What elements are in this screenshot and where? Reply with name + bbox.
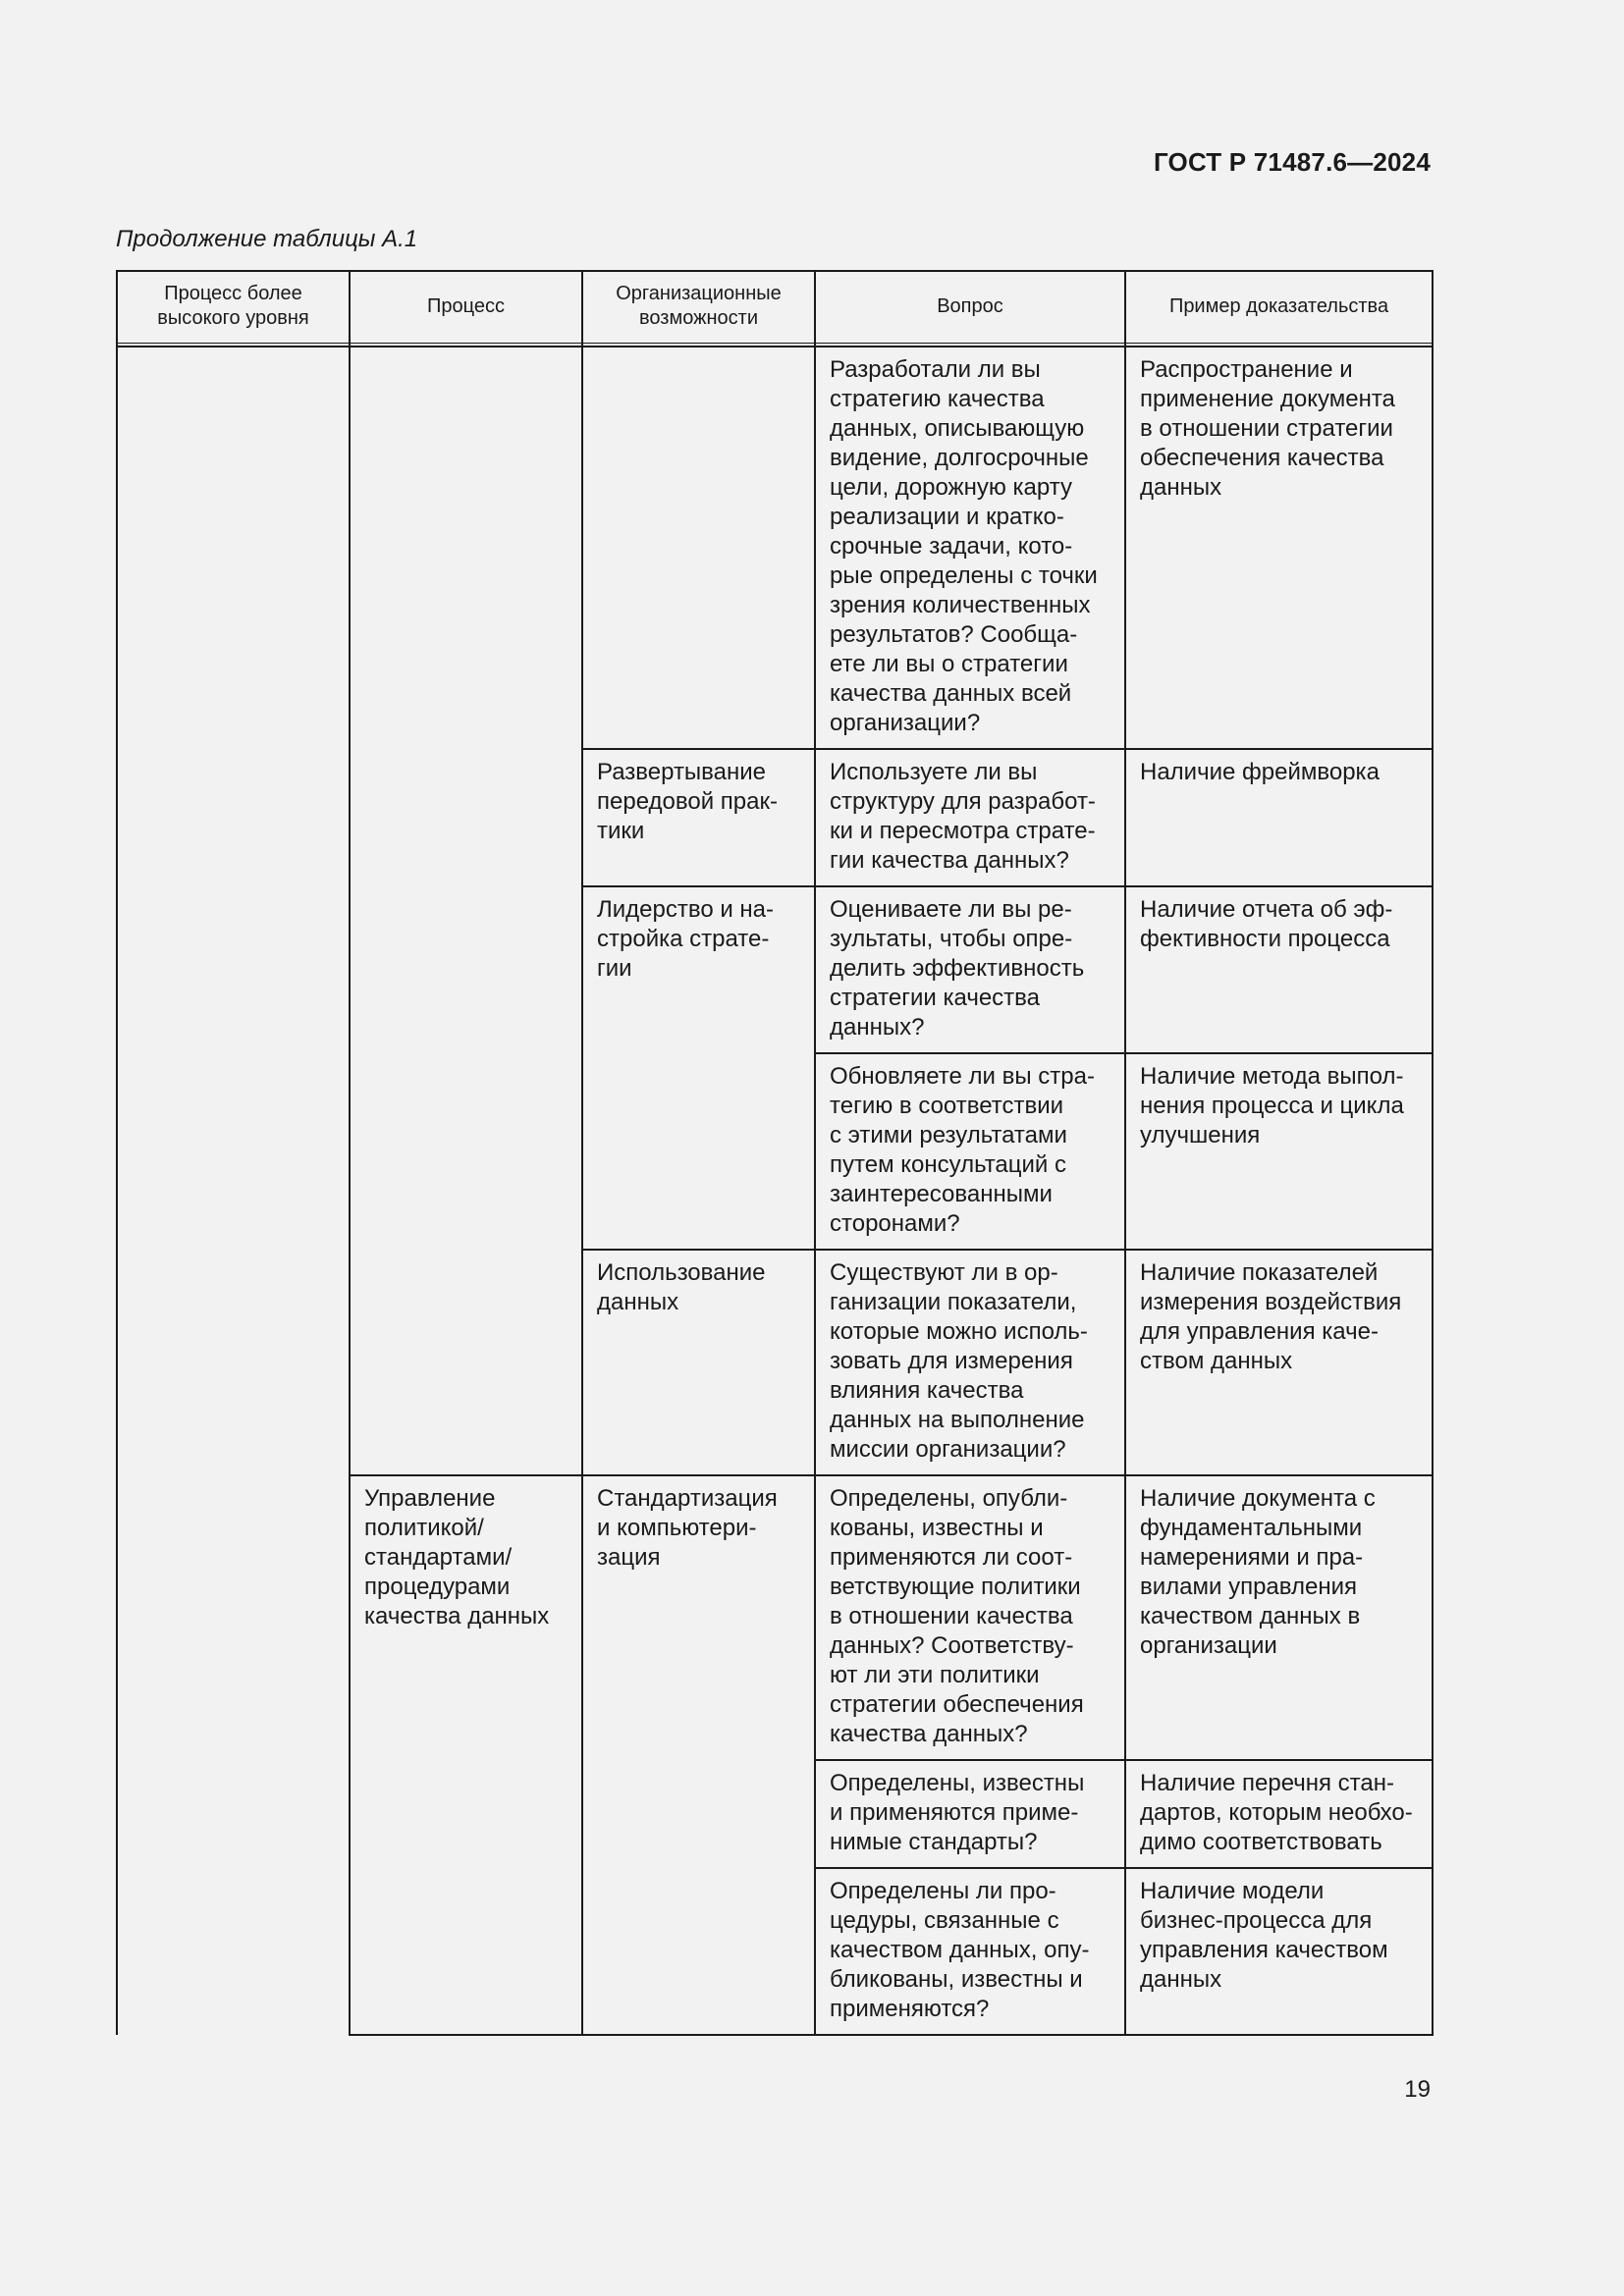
evidence-cell: Наличие модели бизнес-процесса для управления качеством данных [1125, 1868, 1433, 2035]
question-cell: Используете ли вы структуру для разработ- ки и пересмотра страте- гии качества данных? [815, 749, 1125, 886]
evidence-cell: Наличие фреймворка [1125, 749, 1433, 886]
capability-cell: Развертывание передовой прак- тики [582, 749, 815, 886]
process-cell [350, 347, 582, 1475]
column-header-process: Процесс [350, 271, 582, 344]
evidence-cell: Наличие метода выпол- нения процесса и цикла улучшения [1125, 1053, 1433, 1250]
table-caption: Продолжение таблицы А.1 [116, 226, 418, 252]
evidence-cell: Наличие отчета об эф- фективности процесса [1125, 886, 1433, 1053]
table-header-row [117, 271, 1433, 344]
column-header-question: Вопрос [815, 271, 1125, 344]
capability-cell: Использование данных [582, 1250, 815, 1475]
evidence-cell: Наличие документа с фундаментальными намерениями и пра- вилами управления качеством данных в организации [1125, 1475, 1433, 1760]
capability-cell [582, 347, 815, 749]
document-id: ГОСТ Р 71487.6—2024 [1153, 147, 1431, 177]
evidence-cell: Наличие показателей измерения воздействия для управления каче- ством данных [1125, 1250, 1433, 1475]
question-cell: Существуют ли в ор- ганизации показатели, которые можно исполь- зовать для измерения влияния качества данных на выполнение миссии организации? [815, 1250, 1125, 1475]
column-header-capabilities: Организационные возможности [582, 271, 815, 344]
evidence-cell: Наличие перечня стан- дартов, которым необхо- димо соответствовать [1125, 1760, 1433, 1868]
question-cell: Определены ли про- цедуры, связанные с качеством данных, опу- бликованы, известны и применяются? [815, 1868, 1125, 2035]
page-number: 19 [1404, 2076, 1431, 2103]
capability-cell: Лидерство и на- стройка страте- гии [582, 886, 815, 1250]
question-cell: Определены, опубли- кованы, известны и применяются ли соот- ветствующие политики в отношении качества данных? Соответству- ют ли эти политики стратегии обеспечения качества данных? [815, 1475, 1125, 1760]
evidence-cell: Распространение и применение документа в отношении стратегии обеспечения качества данных [1125, 347, 1433, 749]
question-cell: Определены, известны и применяются приме- нимые стандарты? [815, 1760, 1125, 1868]
question-cell: Оцениваете ли вы ре- зультаты, чтобы опре- делить эффективность стратегии качества данных? [815, 886, 1125, 1053]
column-header-higher-process: Процесс более высокого уровня [117, 271, 350, 344]
requirements-table [116, 270, 1434, 2036]
capability-cell: Стандартизация и компьютери- зация [582, 1475, 815, 2035]
process-cell: Управление политикой/ стандартами/ процедурами качества данных [350, 1475, 582, 2035]
question-cell: Обновляете ли вы стра- тегию в соответствии с этими результатами путем консультаций с заинтересованными сторонами? [815, 1053, 1125, 1250]
higher-process-cell [117, 347, 350, 2035]
table-row [117, 347, 1433, 749]
column-header-evidence: Пример доказательства [1125, 271, 1433, 344]
question-cell: Разработали ли вы стратегию качества данных, описывающую видение, долгосрочные цели, дорожную карту реализации и кратко- срочные задачи, кото- рые определены с точки зрения количественных результатов? Сообща- ете ли вы о стратегии качества данных всей организации? [815, 347, 1125, 749]
